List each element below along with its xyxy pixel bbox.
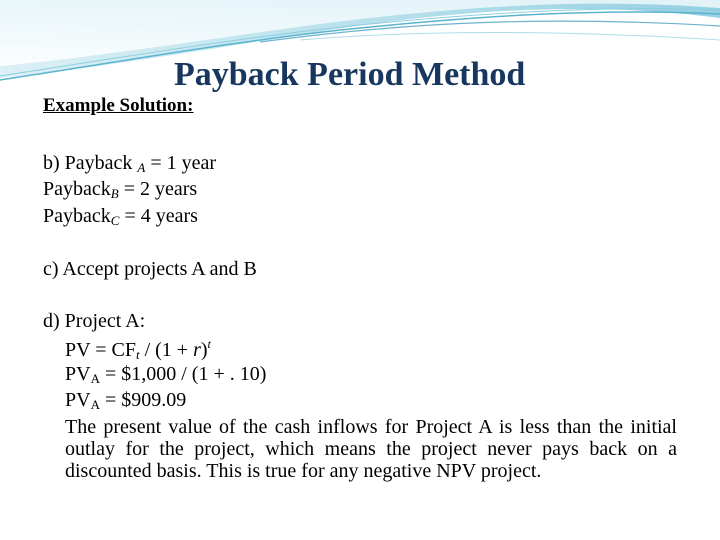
payback-c-line: [43, 206, 198, 227]
pva-calc-line: [65, 364, 266, 385]
payback-b-label: Payback: [43, 178, 111, 200]
accept-projects-line: c) Accept projects A and B: [43, 258, 257, 280]
pv-formula-mid: / (1 +: [139, 339, 194, 361]
pv-formula-subscript: t: [135, 347, 140, 362]
pva-calc-prefix: PV: [65, 363, 91, 385]
payback-a-subscript: A: [137, 160, 146, 175]
pv-formula-prefix: PV = CF: [65, 339, 136, 361]
pva-result-prefix: PV: [65, 389, 91, 411]
pva-calc-value: = $1,000 / (1 + . 10): [99, 363, 267, 385]
payback-b-subscript: B: [110, 186, 119, 201]
payback-b-line: [43, 179, 197, 200]
pva-result-value: = $909.09: [99, 389, 187, 411]
pv-formula-rate: r: [193, 339, 201, 361]
pv-formula-line: [65, 338, 211, 361]
pv-formula-exponent: t: [207, 337, 211, 351]
pva-result-subscript: A: [90, 397, 100, 412]
payback-b-value: = 2 years: [118, 178, 198, 200]
pv-formula-close: ): [200, 339, 208, 361]
payback-c-value: = 4 years: [119, 205, 198, 227]
project-a-heading: d) Project A:: [43, 310, 146, 332]
pva-calc-subscript: A: [90, 371, 100, 386]
pva-result-line: [65, 390, 186, 411]
conclusion-paragraph: The present value of the cash inflows for Project A is less than the initial outlay for the project, which means the project never pays back on a discounted basis. This is true for any negative NPV project.: [65, 416, 677, 482]
payback-c-subscript: C: [110, 213, 120, 228]
payback-c-label: Payback: [43, 205, 111, 227]
payback-a-value: = 1 year: [145, 152, 217, 174]
payback-a-label: b) Payback: [43, 152, 138, 174]
slide-subtitle: Example Solution:: [43, 95, 194, 116]
slide-title: Payback Period Method: [174, 56, 526, 93]
payback-a-line: [43, 153, 216, 174]
